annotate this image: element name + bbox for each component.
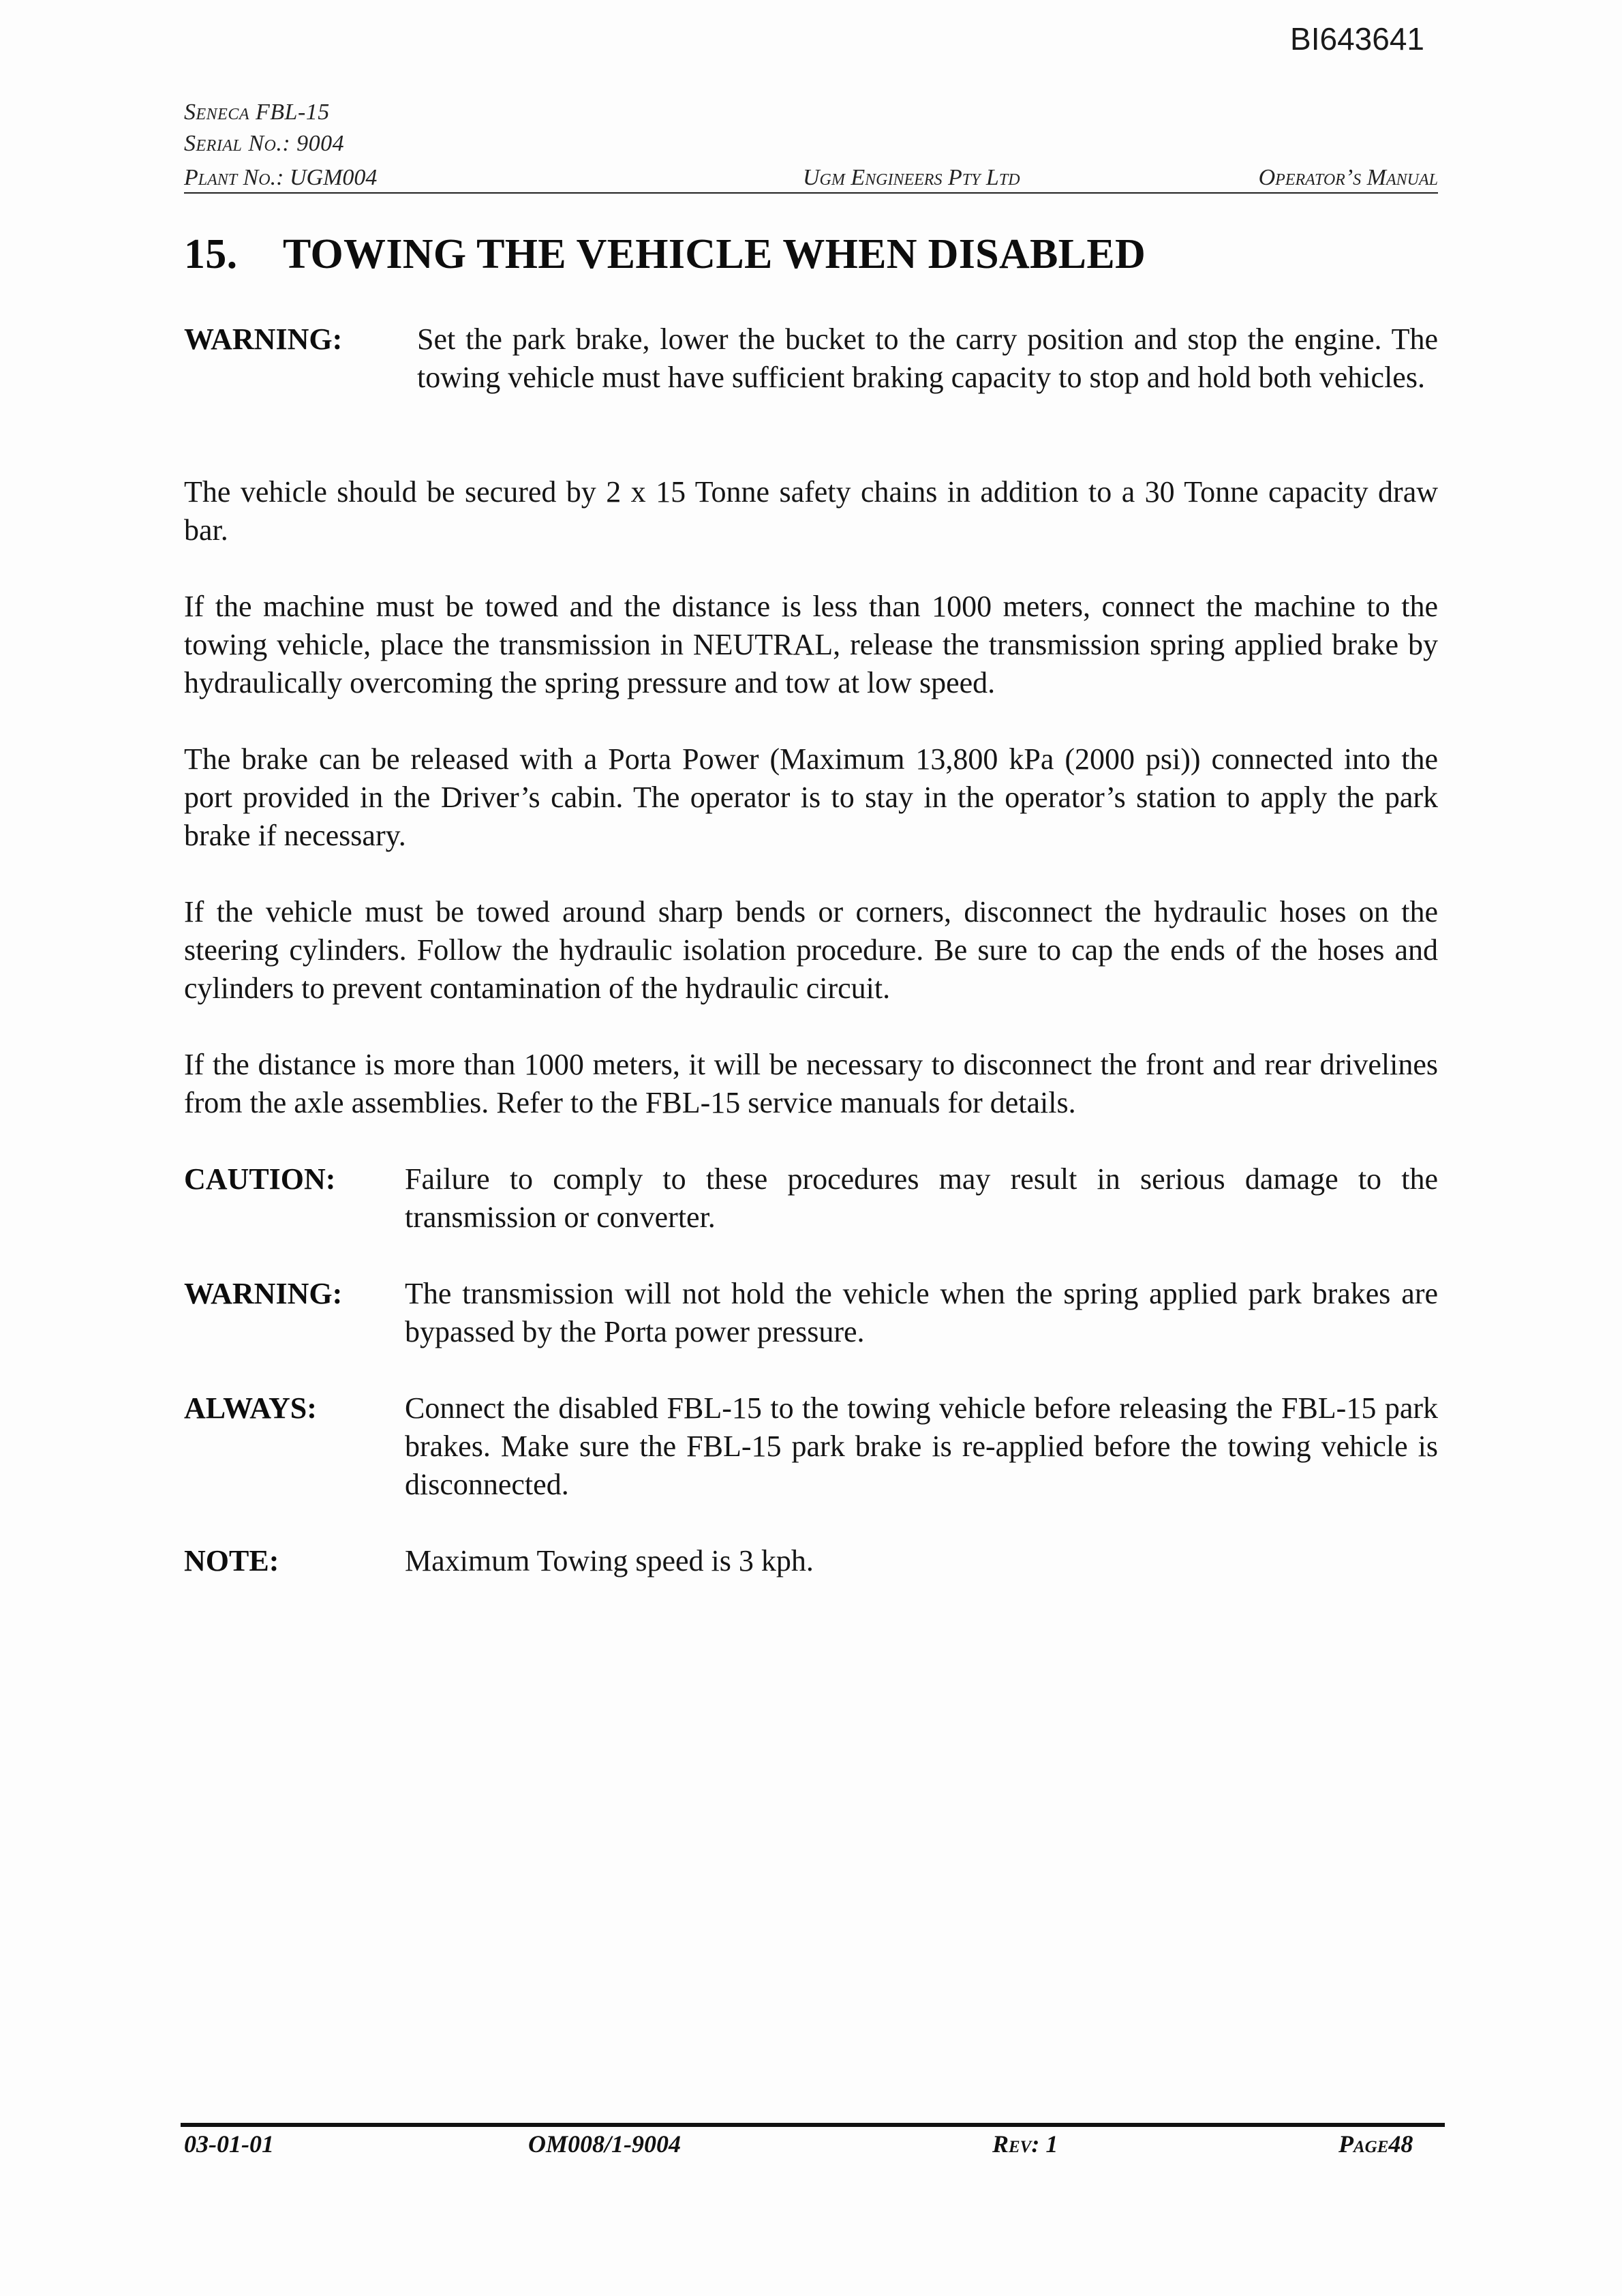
header-manual: Operator’s Manual <box>1258 165 1438 190</box>
caution-label: CAUTION: <box>184 1162 336 1196</box>
header-plant: Plant No.: UGM004 <box>184 165 378 190</box>
footer-date: 03-01-01 <box>184 2130 274 2158</box>
section-title <box>184 230 1146 279</box>
footer-rule <box>181 2123 1445 2127</box>
header-model: Seneca FBL-15 <box>184 100 330 125</box>
warning-label: WARNING: <box>184 322 343 356</box>
footer-page: Page48 <box>1338 2130 1413 2158</box>
caution-text: Failure to comply to these procedures may result in serious damage to the transmission or converter. <box>405 1162 1438 1234</box>
note-text: Maximum Towing speed is 3 kph. <box>405 1544 814 1577</box>
note-label: NOTE: <box>184 1544 279 1577</box>
paragraph-safety-chains: The vehicle should be secured by 2 x 15 Tonne safety chains in addition to a 30 Tonne capacity draw bar. <box>184 475 1438 547</box>
warning-text: Set the park brake, lower the bucket to the carry position and stop the engine. The towing vehicle must have sufficient braking capacity to stop and hold both vehicles. <box>417 322 1438 394</box>
paragraph-brake-release: The brake can be released with a Porta Power (Maximum 13,800 kPa (2000 psi)) connected into the port provided in the Driver’s cabin. The operator is to stay in the operator’s station to apply the park brake if necessary. <box>184 742 1438 852</box>
paragraph-sharp-bends: If the vehicle must be towed around sharp bends or corners, disconnect the hydraulic hoses on the steering cylinders. Follow the hydraulic isolation procedure. Be sure to cap the ends of the hoses and cylinders to prevent contamination of the hydraulic circuit. <box>184 895 1438 1005</box>
paragraph-short-tow: If the machine must be towed and the distance is less than 1000 meters, connect the machine to the towing vehicle, place the transmission in NEUTRAL, release the transmission spring applied brake by hydraulically overcoming the spring pressure and tow at low speed. <box>184 590 1438 699</box>
warning2-text: The transmission will not hold the vehicle when the spring applied park brakes are bypassed by the Porta power pressure. <box>405 1277 1438 1348</box>
section-number: 15. <box>184 231 238 277</box>
header-rule-row <box>184 162 1438 194</box>
footer-revision: Rev: 1 <box>992 2130 1058 2158</box>
header-company: Ugm Engineers Pty Ltd <box>803 165 1020 190</box>
header-serial: Serial No.: 9004 <box>184 131 345 156</box>
footer-doc-number: OM008/1-9004 <box>528 2130 681 2158</box>
paragraph-long-distance: If the distance is more than 1000 meters, it will be necessary to disconnect the front and rear drivelines from the axle assemblies. Refer to the FBL-15 service manuals for details. <box>184 1048 1438 1119</box>
warning2-label: WARNING: <box>184 1277 343 1310</box>
always-label: ALWAYS: <box>184 1391 317 1425</box>
section-heading: TOWING THE VEHICLE WHEN DISABLED <box>283 231 1146 277</box>
always-text: Connect the disabled FBL-15 to the towing vehicle before releasing the FBL-15 park brakes. Make sure the FBL-15 park brake is re-applied before the towing vehicle is disconnected. <box>405 1391 1438 1501</box>
document-id: BI643641 <box>1290 21 1424 57</box>
